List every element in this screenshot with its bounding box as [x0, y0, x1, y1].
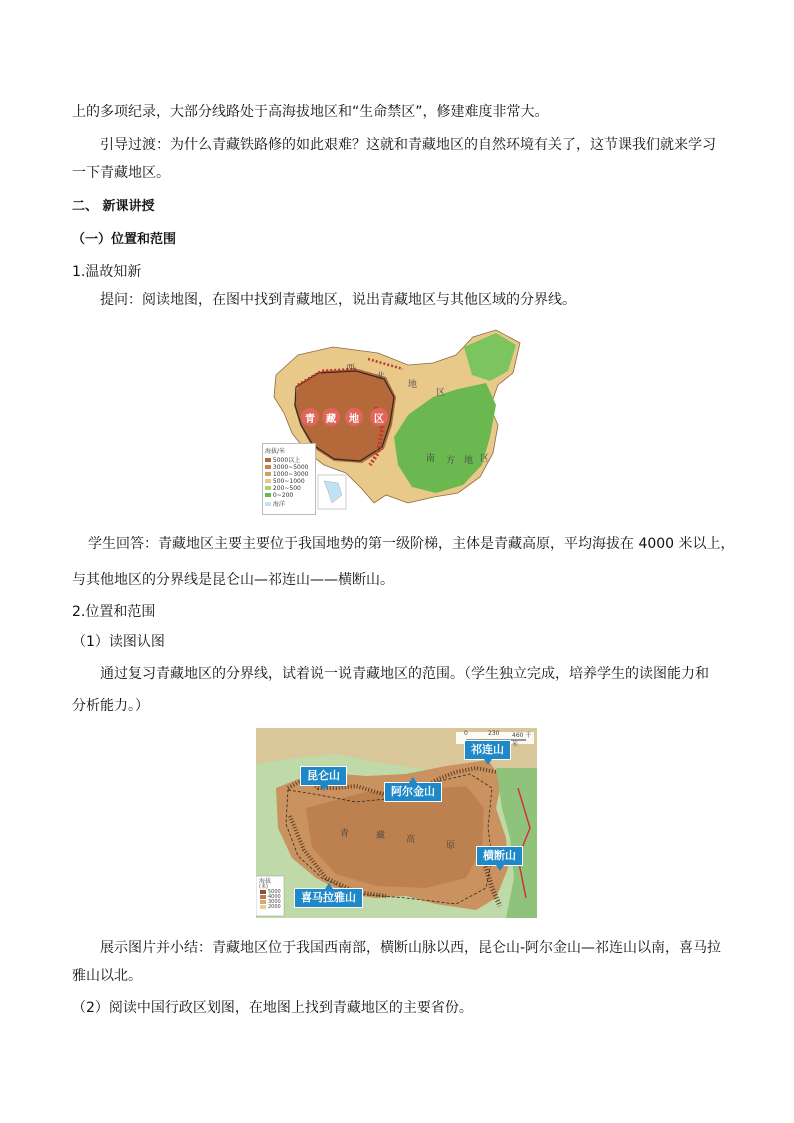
map1-legend-item: 1000~3000 — [265, 471, 313, 478]
map2-legend-item-2: 4000 — [268, 894, 281, 900]
map1-legend-item: 0~200 — [265, 492, 313, 499]
map1-south-char-2: 方 — [446, 456, 456, 466]
map2-legend-title: 海拔 — [259, 878, 272, 885]
map1-legend — [262, 443, 316, 515]
scale-label-zero: 0 — [464, 730, 468, 737]
item-read-map: （1）读图认图 — [72, 634, 165, 650]
item-review: 1.温故知新 — [72, 264, 142, 280]
item-admin-map: （2）阅读中国行政区划图，在地图上找到青藏地区的主要省份。 — [72, 1000, 473, 1016]
map1-north-char-1: 西 — [346, 364, 356, 374]
map1-north-char-2: 北 — [376, 372, 386, 382]
item-location-range: 2.位置和范围 — [72, 604, 156, 620]
qinghai-tibet-boundary-map — [256, 728, 537, 918]
label-hengduan-mountains: 横断山 — [476, 846, 523, 866]
plateau-char-3: 高 — [406, 835, 416, 845]
paragraph-transition-1: 引导过渡：为什么青藏铁路修的如此艰难？这就和青藏地区的自然环境有关了，这节课我们就来学习 — [100, 137, 716, 153]
scale-label-mid: 230 — [488, 730, 500, 737]
paragraph-transition-2: 一下青藏地区。 — [72, 165, 170, 181]
map1-north-char-4: 区 — [436, 388, 446, 398]
question-text: 提问：阅读地图，在图中找到青藏地区，说出青藏地区与其他区域的分界线。 — [100, 292, 576, 308]
map1-region-char-1: 青 — [305, 414, 315, 425]
map1-region-char-2: 藏 — [326, 414, 336, 425]
task-text-2: 分析能力。） — [72, 698, 149, 714]
section-heading-new-lesson: 二、 新课讲授 — [72, 199, 155, 214]
summary-text-1: 展示图片并小结：青藏地区位于我国西南部，横断山脉以西，昆仑山-阿尔金山—祁连山以南，喜马拉 — [100, 940, 722, 956]
map1-south-char-3: 地 — [464, 456, 474, 466]
summary-text-2: 雅山以北。 — [72, 968, 142, 984]
student-answer-1: 学生回答：青藏地区主要主要位于我国地势的第一级阶梯，主体是青藏高原，平均海拔在 4000 米以上， — [88, 536, 735, 552]
map1-region-char-3: 地 — [349, 414, 359, 425]
china-terrain-map — [258, 325, 528, 515]
paragraph-record: 上的多项纪录，大部分线路处于高海拔地区和“生命禁区”，修建难度非常大。 — [72, 104, 549, 120]
map1-legend-item: 5000以上 — [265, 455, 313, 464]
label-altun-mountains: 阿尔金山 — [384, 782, 442, 802]
map1-legend-item: 500~1000 — [265, 478, 313, 485]
map2-legend-item-3: 3000 — [268, 899, 281, 905]
scale-label-max: 460 千米 — [512, 732, 532, 748]
map1-region-char-4: 区 — [374, 414, 384, 425]
map1-north-char-3: 地 — [408, 380, 418, 390]
map2-legend-item-1: 5000 — [268, 889, 281, 895]
plateau-char-4: 原 — [446, 841, 456, 851]
map1-legend-title: 海拔/米 — [265, 448, 286, 455]
label-kunlun-mountains: 昆仑山 — [300, 766, 347, 786]
label-qilian-mountains: 祁连山 — [464, 740, 511, 760]
plateau-char-2: 藏 — [376, 831, 386, 841]
plateau-char-1: 青 — [340, 829, 350, 839]
map1-south-char-1: 南 — [426, 454, 436, 464]
map1-legend-item: 3000~5000 — [265, 464, 313, 471]
map2-legend-unit: (米) — [259, 884, 268, 890]
student-answer-2: 与其他地区的分界线是昆仑山—祁连山——横断山。 — [72, 572, 394, 588]
map2-legend-item-4: 2000 — [268, 904, 281, 910]
task-text-1: 通过复习青藏地区的分界线，试着说一说青藏地区的范围。（学生独立完成，培养学生的读图能力和 — [100, 666, 709, 682]
map1-south-char-4: 区 — [480, 454, 490, 464]
label-himalaya-mountains: 喜马拉雅山 — [294, 888, 363, 908]
subsection-heading-location: （一）位置和范围 — [72, 232, 177, 247]
map1-legend-item: 海洋 — [265, 499, 313, 508]
map1-legend-item: 200~500 — [265, 485, 313, 492]
